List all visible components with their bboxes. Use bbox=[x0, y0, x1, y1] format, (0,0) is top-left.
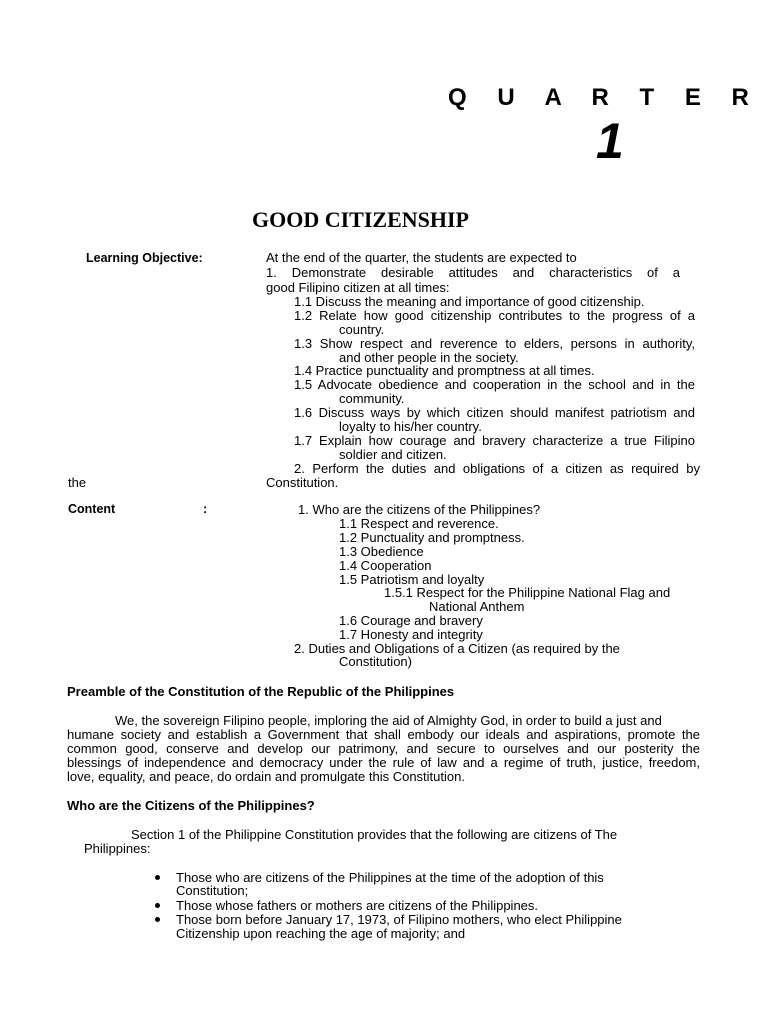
objective-sub-1-2-cont: country. bbox=[339, 322, 385, 337]
objective-item-2: 2. Perform the duties and obligations of a citizen as required by bbox=[294, 461, 700, 476]
citizens-intro-cont: Philippines: bbox=[84, 841, 151, 856]
objective-sub-1-1: 1.1 Discuss the meaning and importance of good citizenship. bbox=[294, 294, 645, 309]
learning-objective-label: Learning Objective: bbox=[86, 251, 203, 265]
objective-sub-1-7-cont: soldier and citizen. bbox=[339, 447, 447, 462]
preamble-line-5: love, equality, and peace, do ordain and promulgate this Constitution. bbox=[67, 769, 465, 784]
citizens-intro: Section 1 of the Philippine Constitution provides that the following are citizens of The bbox=[131, 827, 618, 842]
citizens-bullet-1: Those who are citizens of the Philippines at the time of the adoption of this bbox=[176, 870, 604, 885]
content-1-1: 1.1 Respect and reverence. bbox=[339, 516, 499, 531]
citizens-heading: Who are the Citizens of the Philippines? bbox=[67, 798, 315, 813]
quarter-label: Q U A R T E R bbox=[448, 84, 761, 111]
objective-item-1-cont: good Filipino citizen at all times: bbox=[266, 280, 450, 295]
preamble-line-1: We, the sovereign Filipino people, imploring the aid of Almighty God, in order to build a just and bbox=[115, 713, 662, 728]
objective-sub-1-5-cont: community. bbox=[339, 391, 405, 406]
objective-sub-1-4: 1.4 Practice punctuality and promptness at all times. bbox=[294, 363, 595, 378]
objective-sub-1-2: 1.2 Relate how good citizenship contributes to the progress of a bbox=[294, 308, 695, 323]
content-colon: : bbox=[203, 502, 208, 516]
content-1-5: 1.5 Patriotism and loyalty bbox=[339, 572, 485, 587]
citizens-bullet-3-cont: Citizenship upon reaching the age of majority; and bbox=[176, 926, 466, 941]
content-item-1: 1. Who are the citizens of the Philippines? bbox=[298, 502, 541, 517]
content-1-5-1-cont: National Anthem bbox=[429, 599, 525, 614]
bullet-icon bbox=[155, 917, 160, 922]
content-1-4: 1.4 Cooperation bbox=[339, 558, 432, 573]
content-1-3: 1.3 Obedience bbox=[339, 544, 424, 559]
citizens-bullet-1-cont: Constitution; bbox=[176, 883, 249, 898]
preamble-line-4: blessings of independence and democracy under the rule of law and a regime of truth, justice, freedom, bbox=[67, 755, 700, 770]
content-1-6: 1.6 Courage and bravery bbox=[339, 613, 483, 628]
objective-sub-1-3-cont: and other people in the society. bbox=[339, 350, 519, 365]
bullet-icon bbox=[155, 875, 160, 880]
content-1-7: 1.7 Honesty and integrity bbox=[339, 627, 483, 642]
content-item-2-cont: Constitution) bbox=[339, 654, 412, 669]
objective-sub-1-6-cont: loyalty to his/her country. bbox=[339, 419, 482, 434]
quarter-number: 1 bbox=[596, 113, 624, 169]
objective-sub-1-7: 1.7 Explain how courage and bravery characterize a true Filipino bbox=[294, 433, 695, 448]
objective-sub-1-3: 1.3 Show respect and reverence to elders, persons in authority, bbox=[294, 336, 695, 351]
content-label: Content bbox=[68, 502, 116, 516]
objective-item-1: 1. Demonstrate desirable attitudes and characteristics of a bbox=[266, 265, 680, 280]
bullet-icon bbox=[155, 903, 160, 908]
objective-item-2-cont: Constitution. bbox=[266, 475, 339, 490]
objective-sub-1-6: 1.6 Discuss ways by which citizen should manifest patriotism and bbox=[294, 405, 695, 420]
preamble-line-3: common good, conserve and develop our patrimony, and secure to ourselves and our posterity the bbox=[67, 741, 700, 756]
preamble-line-2: humane society and establish a Government that shall embody our ideals and aspirations, promote the bbox=[67, 727, 700, 742]
content-1-5-1: 1.5.1 Respect for the Philippine National Flag and bbox=[384, 585, 671, 600]
objective-sub-1-5: 1.5 Advocate obedience and cooperation in the school and in the bbox=[294, 377, 695, 392]
citizens-bullet-3: Those born before January 17, 1973, of Filipino mothers, who elect Philippine bbox=[176, 912, 622, 927]
preamble-heading: Preamble of the Constitution of the Republic of the Philippines bbox=[67, 684, 455, 699]
content-1-2: 1.2 Punctuality and promptness. bbox=[339, 530, 525, 545]
objective-intro: At the end of the quarter, the students are expected to bbox=[266, 250, 577, 265]
content-item-2: 2. Duties and Obligations of a Citizen (as required by the bbox=[294, 641, 620, 656]
page-title: GOOD CITIZENSHIP bbox=[252, 207, 469, 232]
citizens-bullet-2: Those whose fathers or mothers are citizens of the Philippines. bbox=[176, 898, 539, 913]
objective-item-2-the: the bbox=[68, 475, 87, 490]
